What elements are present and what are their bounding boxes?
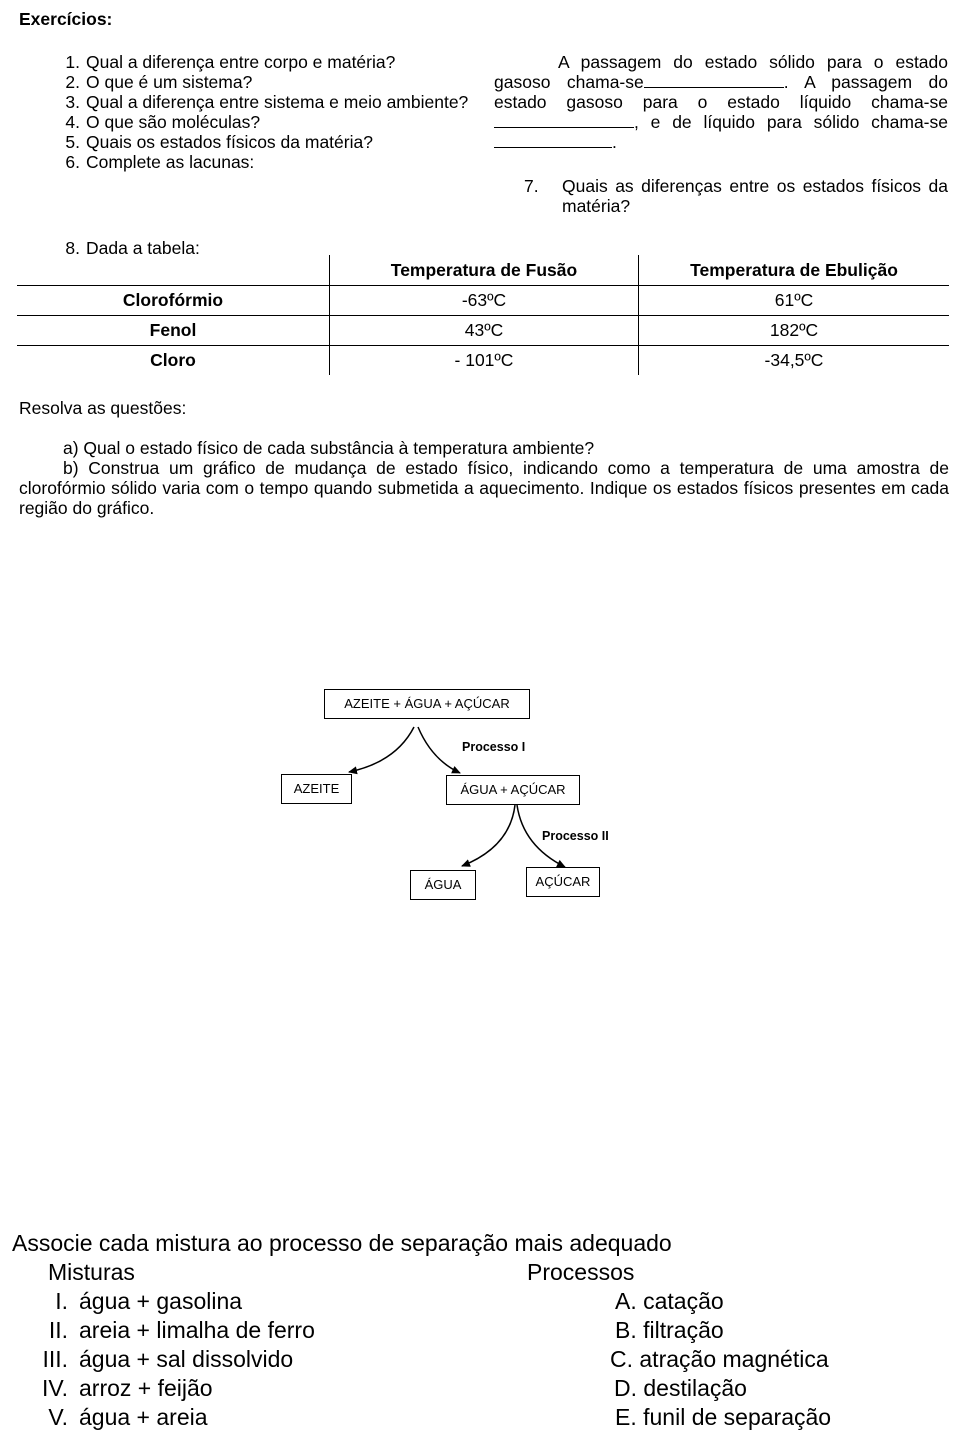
diagram-box-acucar: AÇÚCAR <box>526 867 600 897</box>
boiling-point: -34,5ºC <box>639 346 950 376</box>
melting-point: -63ºC <box>330 286 639 316</box>
diagram-box-agua-acucar: ÁGUA + AÇÚCAR <box>446 775 580 805</box>
question-number: 7. <box>524 176 539 196</box>
process-1-label: Processo I <box>462 740 526 754</box>
question-text: Quais as diferenças entre os estados físicos da matéria? <box>562 176 948 216</box>
diagram-box-top: AZEITE + ÁGUA + AÇÚCAR <box>324 689 530 719</box>
list-item <box>12 1345 315 1374</box>
fill-text: . A passagem do estado gasoso para o estado líquido chama-se <box>494 72 948 112</box>
mixture-number: V. <box>48 1404 68 1430</box>
mixture-text: água + areia <box>79 1404 208 1430</box>
fill-text: . <box>612 132 617 152</box>
question-text: Quais os estados físicos da matéria? <box>86 132 373 152</box>
mixture-text: água + sal dissolvido <box>79 1346 294 1372</box>
substance-name: Clorofórmio <box>17 286 330 316</box>
melting-point: 43ºC <box>330 316 639 346</box>
mixtures-list <box>12 1287 315 1432</box>
question-text: Dada a tabela: <box>86 238 200 258</box>
process-item: E. funil de separação <box>615 1404 832 1430</box>
association-title: Associe cada mistura ao processo de separação mais adequado <box>12 1230 672 1256</box>
page-title: Exercícios: <box>19 9 113 29</box>
mixture-number: I. <box>55 1288 68 1314</box>
question-text: Qual a diferença entre sistema e meio ambiente? <box>86 92 469 112</box>
mixture-text: arroz + feijão <box>79 1375 213 1401</box>
question-number: 8. <box>65 238 80 258</box>
mixture-text: areia + limalha de ferro <box>79 1317 315 1343</box>
process-item: A. catação <box>615 1288 724 1314</box>
mixture-number: III. <box>42 1346 68 1372</box>
question-a: a) Qual o estado físico de cada substância à temperatura ambiente? <box>63 438 595 458</box>
diagram-box-agua: ÁGUA <box>410 870 476 900</box>
fill-text: A passagem do estado sólido para o estado gasoso chama-se <box>494 52 948 92</box>
process-item: C. atração magnética <box>610 1346 829 1372</box>
question-text: O que são moléculas? <box>86 112 261 132</box>
list-item <box>12 1316 315 1345</box>
boiling-point: 182ºC <box>639 316 950 346</box>
question-text: Qual a diferença entre corpo e matéria? <box>86 52 396 72</box>
substance-name: Fenol <box>17 316 330 346</box>
arrow-left-1 <box>349 727 414 772</box>
process-2-label: Processo II <box>542 829 609 843</box>
question-number: 2. <box>65 72 80 92</box>
processes-list <box>600 1287 900 1432</box>
list-item <box>12 1287 315 1316</box>
list-item <box>12 1374 315 1403</box>
mixtures-header: Misturas <box>48 1259 135 1285</box>
process-item: B. filtração <box>615 1317 724 1343</box>
mixture-number: IV. <box>41 1375 68 1401</box>
question-text: Complete as lacunas: <box>86 152 255 172</box>
resolve-intro: Resolva as questões: <box>19 398 187 418</box>
diagram-box-azeite: AZEITE <box>281 774 352 804</box>
process-item: D. destilação <box>614 1375 747 1401</box>
question-number: 4. <box>65 112 80 132</box>
mixture-number: II. <box>48 1317 68 1343</box>
arrow-left-2 <box>462 805 515 866</box>
melting-point: - 101ºC <box>330 346 639 376</box>
list-item <box>12 1403 315 1432</box>
mixture-text: água + gasolina <box>79 1288 243 1314</box>
processes-header: Processos <box>527 1259 635 1285</box>
question-number: 3. <box>65 92 80 112</box>
fill-text: , e de líquido para sólido chama-se <box>634 112 948 132</box>
boiling-point: 61ºC <box>639 286 950 316</box>
table-header-cell: Temperatura de Ebulição <box>639 255 950 286</box>
arrow-right-1 <box>418 727 460 773</box>
question-number: 1. <box>65 52 80 72</box>
question-number: 6. <box>65 152 80 172</box>
question-number: 5. <box>65 132 80 152</box>
question-text: O que é um sistema? <box>86 72 253 92</box>
question-b: b) Construa um gráfico de mudança de estado físico, indicando como a temperatura de uma amostra de clorofórmio sólido varia com o tempo quando submetida a aquecimento. Indique os estados físicos presentes em cada região do gráfico. <box>19 458 949 518</box>
table-header-cell: Temperatura de Fusão <box>330 255 639 286</box>
substance-name: Cloro <box>150 350 196 370</box>
